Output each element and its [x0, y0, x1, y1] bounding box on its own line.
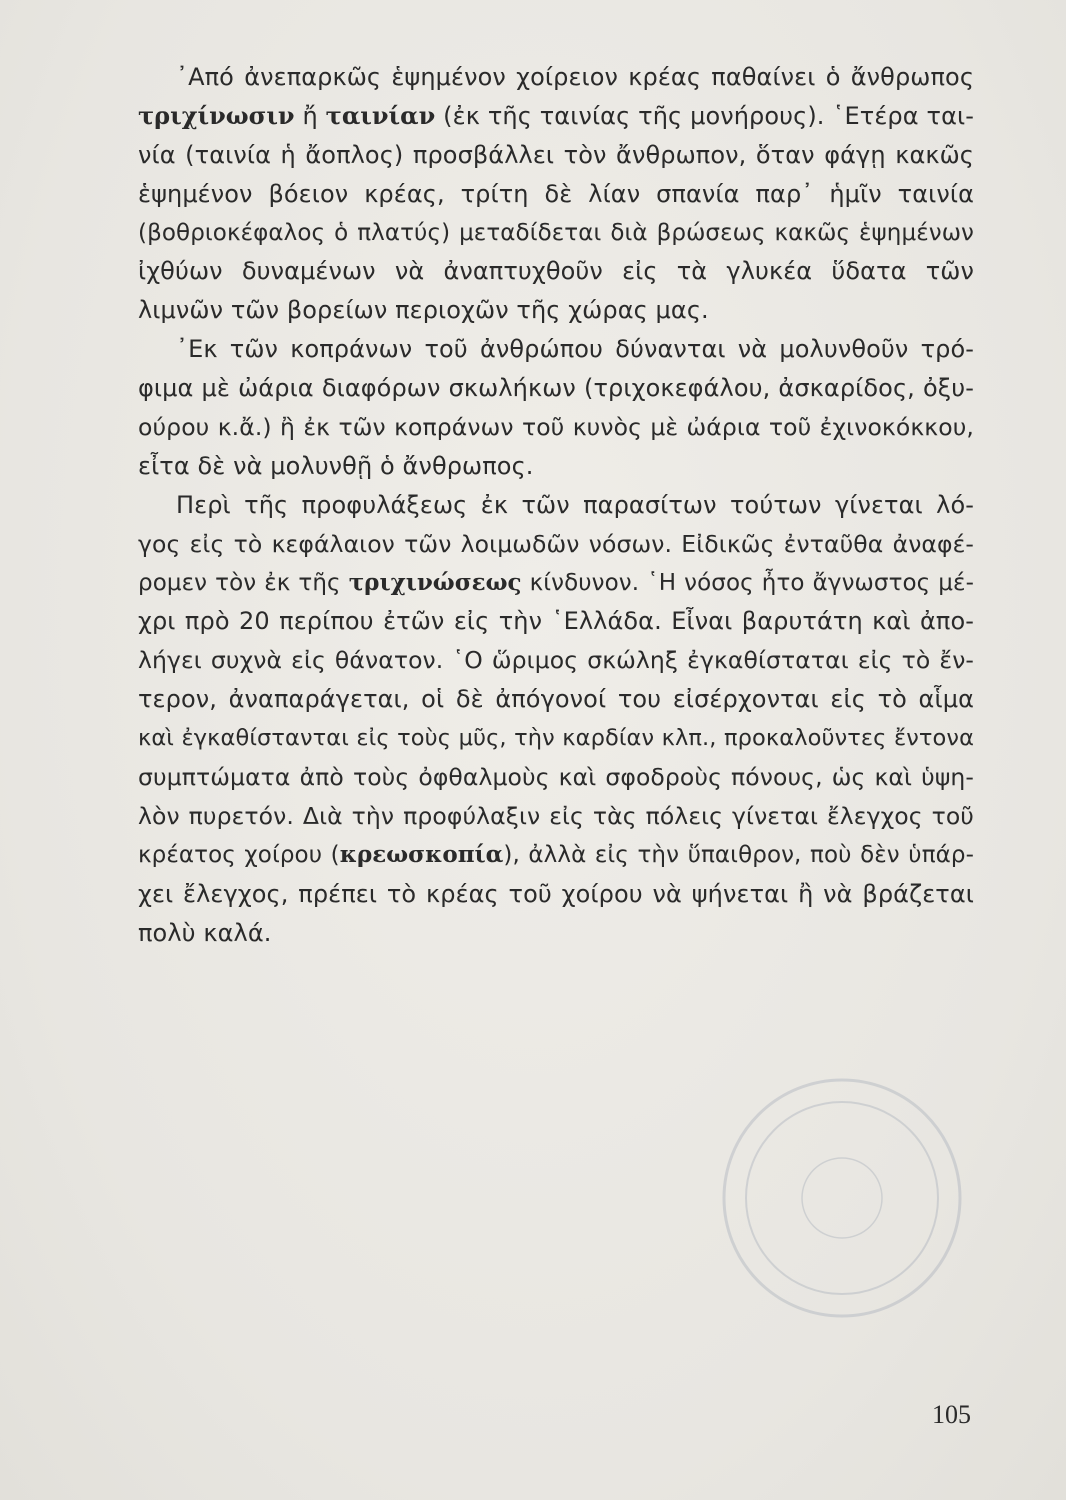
- text-segment: λήγει συχνὰ εἰς θάνατον. ῾Ο ὥριμος σκώληξ ἐγκαθίσταται εἰς τὸ ἔν-: [138, 646, 974, 675]
- text-segment: (ἐκ τῆς ταινίας τῆς μονήρους). ῾Ετέρα ται-: [435, 101, 974, 130]
- text-segment: ᾿Εκ τῶν κοπράνων τοῦ ἀνθρώπου δύνανται νὰ μολυνθοῦν τρό-: [176, 335, 974, 364]
- text-line: [138, 214, 974, 253]
- text-line: [138, 758, 974, 797]
- text-segment: ᾿Από ἀνεπαρκῶς ἑψημένον χοίρειον κρέας παθαίνει ὁ ἄνθρωπος: [176, 63, 974, 91]
- bold-term: τριχινώσεως: [348, 568, 522, 596]
- text-segment: κίνδυνον. ῾Η νόσος ἦτο ἄγνωστος μέ-: [521, 569, 974, 596]
- text-line: [138, 369, 974, 408]
- text-line: [138, 797, 974, 836]
- text-segment: (βοθριοκέφαλος ὁ πλατύς) μεταδίδεται διὰ βρώσεως κακῶς ἑψημένων: [138, 219, 974, 246]
- text-line: [138, 836, 974, 875]
- text-line: [138, 719, 974, 758]
- page-number: 105: [932, 1400, 971, 1429]
- text-line: [138, 486, 974, 525]
- text-line: [138, 525, 974, 564]
- text-segment: κρέατος χοίρου (: [138, 841, 340, 868]
- text-segment: ούρου κ.ἄ.) ἢ ἐκ τῶν κοπράνων τοῦ κυνὸς μὲ ὠάρια τοῦ ἐχινοκόκκου,: [138, 413, 974, 442]
- bold-term: ταινίαν: [325, 100, 436, 130]
- text-segment: τερον, ἀναπαράγεται, οἱ δὲ ἀπόγονοί του εἰσέρχονται εἰς τὸ αἷμα: [138, 685, 974, 714]
- bold-term: τριχίνωσιν: [138, 100, 295, 130]
- text-segment: ), ἀλλὰ εἰς τὴν ὕπαιθρον, ποὺ δὲν ὑπάρ-: [503, 841, 974, 868]
- text-segment: χει ἔλεγχος, πρέπει τὸ κρέας τοῦ χοίρου νὰ ψήνεται ἢ νὰ βράζεται: [138, 879, 974, 908]
- text-segment: συμπτώματα ἀπὸ τοὺς ὀφθαλμοὺς καὶ σφοδροὺς πόνους, ὡς καὶ ὑψη-: [138, 763, 974, 792]
- text-segment: χρι πρὸ 20 περίπου ἐτῶν εἰς τὴν ῾Ελλάδα. Εἶναι βαρυτάτη καὶ ἀπο-: [138, 607, 974, 636]
- text-line: [138, 564, 974, 603]
- text-line: [138, 291, 974, 330]
- text-line: [138, 602, 974, 641]
- text-line: [138, 58, 974, 97]
- text-segment: λὸν πυρετόν. Διὰ τὴν προφύλαξιν εἰς τὰς πόλεις γίνεται ἔλεγχος τοῦ: [138, 801, 974, 830]
- text-line: [138, 175, 974, 214]
- text-line: [138, 330, 974, 369]
- text-line: [138, 408, 974, 447]
- library-stamp-icon: [712, 1068, 972, 1328]
- text-segment: εἶτα δὲ νὰ μολυνθῇ ὁ ἄνθρωπος.: [138, 451, 534, 480]
- text-segment: πολὺ καλά.: [138, 918, 272, 947]
- text-segment: ἤ: [294, 101, 326, 130]
- text-line: [138, 875, 974, 914]
- text-line: [138, 680, 974, 719]
- text-line: [138, 641, 974, 680]
- text-line: [138, 914, 974, 953]
- text-line: [138, 447, 974, 486]
- text-segment: φιμα μὲ ὠάρια διαφόρων σκωλήκων (τριχοκεφάλου, ἀσκαρίδος, ὀξυ-: [138, 374, 974, 403]
- text-segment: ρομεν τὸν ἐκ τῆς: [138, 569, 349, 596]
- body-text: [138, 58, 974, 952]
- text-segment: καὶ ἐγκαθίστανται εἰς τοὺς μῦς, τὴν καρδίαν κλπ., προκαλοῦντες ἔντονα: [138, 725, 974, 752]
- text-segment: Περὶ τῆς προφυλάξεως ἐκ τῶν παρασίτων τούτων γίνεται λό-: [176, 490, 974, 519]
- bold-term: κρεωσκοπία: [339, 840, 504, 868]
- text-segment: λιμνῶν τῶν βορείων περιοχῶν τῆς χώρας μας.: [138, 296, 709, 325]
- text-line: [138, 97, 974, 136]
- text-segment: ἰχθύων δυναμένων νὰ ἀναπτυχθοῦν εἰς τὰ γλυκέα ὕδατα τῶν: [138, 257, 974, 286]
- text-segment: νία (ταινία ἡ ἄοπλος) προσβάλλει τὸν ἄνθρωπον, ὅταν φάγῃ κακῶς: [138, 140, 974, 169]
- text-line: [138, 136, 974, 175]
- text-line: [138, 252, 974, 291]
- text-segment: γος εἰς τὸ κεφάλαιον τῶν λοιμωδῶν νόσων. Εἰδικῶς ἐνταῦθα ἀναφέ-: [138, 529, 974, 558]
- text-segment: ἑψημένον βόειον κρέας, τρίτη δὲ λίαν σπανία παρ᾿ ἡμῖν ταινία: [138, 179, 974, 208]
